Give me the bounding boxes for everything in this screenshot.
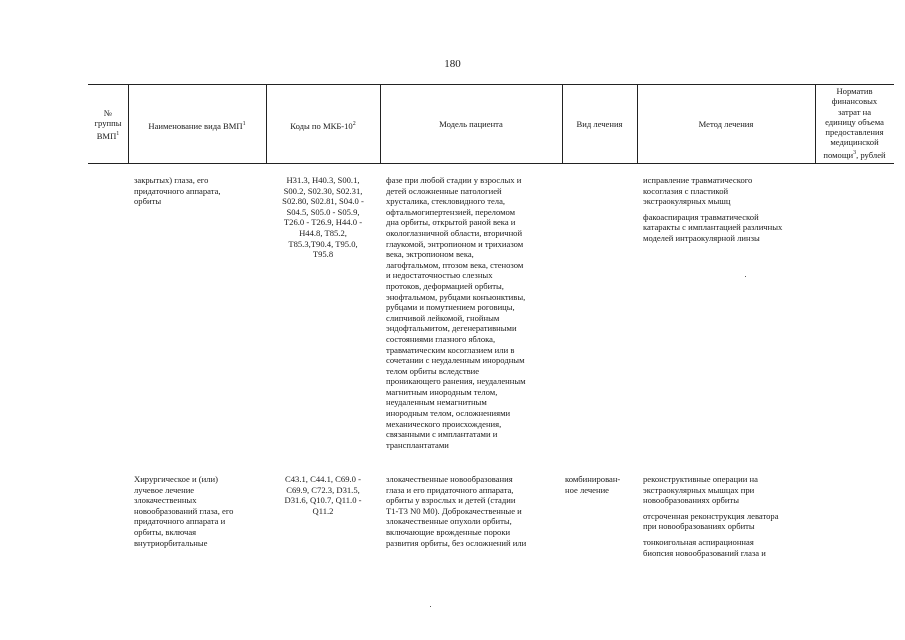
header-group-number: № группы ВМП$^1$	[94, 108, 122, 141]
vmp-name-cell: Хирургическое и (или) лучевое лечение злокачественных новообразований глаза, его придаточного аппарата и орбиты, включая внутриорбитальные	[134, 474, 234, 548]
vmp-name-cell: закрытых) глаза, его придаточного аппарата, орбиты	[134, 175, 221, 207]
header-treatment-method: Метод лечения	[698, 119, 754, 129]
treatment-method-cell: исправление травматического косоглазия с пластикой экстраокулярных мышц факоаспирация травматической катаракты с имплантацией различных моделей интраокулярной линзы	[643, 175, 783, 243]
header-top-rule	[88, 84, 894, 85]
icd-codes-cell: H31.3, H40.3, S00.1, S00.2, S02.30, S02.31, S02.80, S02.81, S04.0 - S04.5, S05.0 - S05.9, T26.0 - T26.9, H44.0 - H44.8, T85.2, T85.3,T90.4, T95.0, T95.8	[282, 175, 364, 260]
header-treatment-type: Вид лечения	[576, 119, 623, 129]
header-patient-model: Модель пациента	[439, 119, 503, 129]
scan-speck	[430, 606, 431, 607]
patient-model-cell: злокачественные новообразования глаза и его придаточного аппарата, орбиты у взрослых и детей (стадии T1-T3 N0 M0). Доброкачественные и злокачественные опухоли орбиты, включающие врожденные пороки развития орбиты, без осложнений или	[386, 474, 527, 548]
page-number: 180	[444, 58, 461, 70]
icd-codes-cell: C43.1, C44.1, C69.0 - C69.9, C72.3, D31.5, D31.6, Q10.7, Q11.0 - Q11.2	[284, 474, 362, 516]
scan-speck	[745, 276, 746, 277]
header-financial-norm: Норматив финансовых затрат на единицу объема предоставления медицинской помощи$^3$, рублей	[823, 86, 886, 160]
header-icd-codes: Коды по МКБ-$10^2$	[290, 120, 356, 131]
patient-model-cell: фазе при любой стадии у взрослых и детей осложненные патологией хрусталика, стекловидного тела, офтальмогипертензией, переломом дна орбиты, открытой раной века и окологлазничной области, вторичной глаукомой, энтропионом и трихиазом века, эктропионом века, лагофтальмом, птозом века, стенозом и недостаточностью слезных протоков, деформацией орбиты, энофтальмом, рубцами конъюнктивы, рубцами и помутнением роговицы, слипчивой лейкомой, гнойным эндофтальмитом, дегенеративными состояниями глазного яблока, травматическим косоглазием или в сочетании с неудаленным инородным телом орбиты вследствие проникающего ранения, неудаленным магнитным инородным телом, неудаленным немагнитным инородным телом, осложнениями механического происхождения, связанными с имплантатами и трансплантатами	[386, 175, 526, 450]
header-vmp-name: Наименование вида ВМП$^1$	[148, 120, 246, 131]
treatment-method-cell: реконструктивные операции на экстраокулярных мышцах при новообразованиях орбиты отсроченная реконструкция леватора при новообразованиях орбиты тонкоигольная аспирационная биопсия новообразований глаза и	[643, 474, 779, 558]
treatment-type-cell: комбинирован- ное лечение	[565, 474, 621, 495]
header-bottom-rule	[88, 163, 894, 164]
